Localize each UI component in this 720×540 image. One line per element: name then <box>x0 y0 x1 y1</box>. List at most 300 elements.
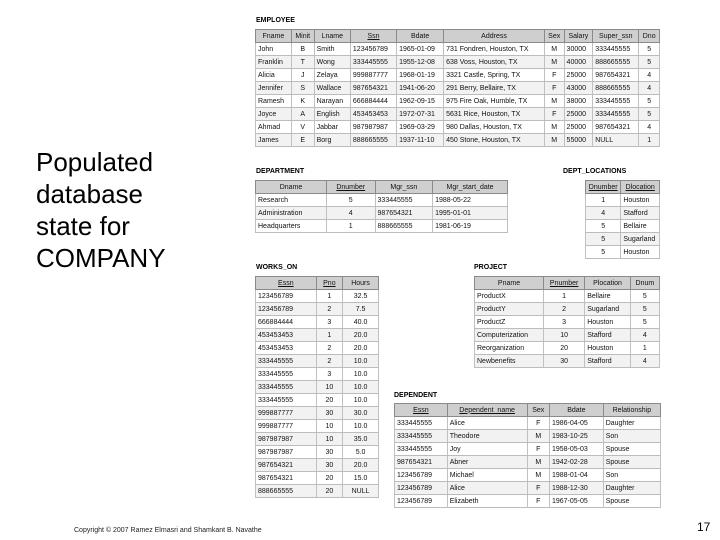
table-cell: 15.0 <box>343 472 379 485</box>
table-cell: Houston <box>585 316 631 329</box>
table-header-row <box>256 277 379 290</box>
table-cell: Ahmad <box>256 121 292 134</box>
table-cell: 1958-05-03 <box>549 443 603 456</box>
table-row <box>395 430 661 443</box>
table-cell: Headquarters <box>256 220 327 233</box>
table-row <box>256 220 508 233</box>
table-cell: Abner <box>447 456 527 469</box>
column-header: Dnumber <box>326 181 375 194</box>
table-cell: Alice <box>447 417 527 430</box>
table-cell: 7.5 <box>343 303 379 316</box>
table-cell: Bellaire <box>621 220 660 233</box>
table-cell: 2 <box>316 342 342 355</box>
table-cell: Stafford <box>585 355 631 368</box>
table-cell: 1937-11-10 <box>397 134 444 147</box>
table-row <box>395 482 661 495</box>
table-header-row <box>586 181 660 194</box>
table-cell: Jennifer <box>256 82 292 95</box>
table-row <box>395 456 661 469</box>
table-cell: Spouse <box>603 443 660 456</box>
table-cell: Michael <box>447 469 527 482</box>
table-cell: Joy <box>447 443 527 456</box>
table-cell: Administration <box>256 207 327 220</box>
table-cell: M <box>527 430 549 443</box>
slide-title-line: state for <box>36 211 130 241</box>
table-cell: 30 <box>316 407 342 420</box>
table-cell: 1986-04-05 <box>549 417 603 430</box>
table-cell: 1981-06-19 <box>433 220 508 233</box>
table-cell: 3 <box>316 368 342 381</box>
table-cell: M <box>544 56 564 69</box>
table-cell: S <box>291 82 314 95</box>
table-cell: 10 <box>316 420 342 433</box>
works-on-table <box>255 276 379 498</box>
column-header: Salary <box>564 30 593 43</box>
table-cell: Zelaya <box>314 69 350 82</box>
table-row <box>256 121 660 134</box>
table-row <box>395 417 661 430</box>
table-cell: 5 <box>639 95 660 108</box>
column-header: Essn <box>256 277 317 290</box>
table-cell: 987654321 <box>256 459 317 472</box>
table-cell: 20.0 <box>343 459 379 472</box>
table-cell: 55000 <box>564 134 593 147</box>
table-cell: F <box>527 482 549 495</box>
table-cell: 5 <box>326 194 375 207</box>
table-cell: 5.0 <box>343 446 379 459</box>
column-header: Super_ssn <box>593 30 639 43</box>
slide-title-line: COMPANY <box>36 243 166 273</box>
table-cell: Smith <box>314 43 350 56</box>
table-cell: F <box>544 82 564 95</box>
table-cell: 999887777 <box>256 420 317 433</box>
table-header-row <box>395 404 661 417</box>
table-cell: 1967-05-05 <box>549 495 603 508</box>
column-header: Mgr_start_date <box>433 181 508 194</box>
column-header: Dependent_name <box>447 404 527 417</box>
table-cell: 975 Fire Oak, Humble, TX <box>444 95 545 108</box>
table-cell: 333445555 <box>593 108 639 121</box>
table-cell: 20 <box>316 472 342 485</box>
table-cell: F <box>527 417 549 430</box>
table-cell: 987654321 <box>256 472 317 485</box>
table-cell: K <box>291 95 314 108</box>
table-cell: Houston <box>621 246 660 259</box>
table-row <box>256 368 379 381</box>
table-cell: Spouse <box>603 456 660 469</box>
table-row <box>256 381 379 394</box>
table-cell: 30 <box>316 446 342 459</box>
table-cell: 43000 <box>564 82 593 95</box>
table-cell: 32.5 <box>343 290 379 303</box>
column-header: Relationship <box>603 404 660 417</box>
table-cell: 999887777 <box>256 407 317 420</box>
table-cell: 888665555 <box>375 220 433 233</box>
table-cell: 123456789 <box>395 482 448 495</box>
table-cell: 1972-07-31 <box>397 108 444 121</box>
table-cell: 123456789 <box>350 43 396 56</box>
table-cell: Newbenefits <box>475 355 544 368</box>
table-cell: James <box>256 134 292 147</box>
table-cell: 450 Stone, Houston, TX <box>444 134 545 147</box>
table-cell: 5 <box>639 108 660 121</box>
table-cell: 333445555 <box>256 355 317 368</box>
table-cell: 333445555 <box>256 381 317 394</box>
table-cell: 20.0 <box>343 329 379 342</box>
table-row <box>475 342 660 355</box>
table-cell: F <box>544 69 564 82</box>
table-row <box>256 316 379 329</box>
table-cell: Alice <box>447 482 527 495</box>
table-cell: Sugarland <box>621 233 660 246</box>
table-cell: 35.0 <box>343 433 379 446</box>
table-row <box>256 134 660 147</box>
table-cell: ProductY <box>475 303 544 316</box>
table-cell: Spouse <box>603 495 660 508</box>
table-row <box>256 43 660 56</box>
table-cell: 2 <box>316 303 342 316</box>
table-cell: Houston <box>621 194 660 207</box>
table-cell: John <box>256 43 292 56</box>
column-header: Plocation <box>585 277 631 290</box>
table-cell: 1942-02-28 <box>549 456 603 469</box>
table-cell: 10.0 <box>343 394 379 407</box>
table-cell: Franklin <box>256 56 292 69</box>
table-cell: NULL <box>343 485 379 498</box>
table-cell: ProductX <box>475 290 544 303</box>
table-cell: English <box>314 108 350 121</box>
table-cell: Wong <box>314 56 350 69</box>
table-row <box>586 207 660 220</box>
table-row <box>256 459 379 472</box>
table-row <box>475 290 660 303</box>
table-cell: 333445555 <box>593 43 639 56</box>
table-row <box>586 233 660 246</box>
table-cell: 987654321 <box>350 82 396 95</box>
table-cell: 20 <box>316 485 342 498</box>
table-row <box>256 342 379 355</box>
table-cell: M <box>544 43 564 56</box>
table-cell: 10 <box>544 329 585 342</box>
table-cell: 20.0 <box>343 342 379 355</box>
table-cell: Daughter <box>603 482 660 495</box>
table-row <box>395 495 661 508</box>
table-cell: M <box>527 456 549 469</box>
column-header: Essn <box>395 404 448 417</box>
column-header: Ssn <box>350 30 396 43</box>
table-cell: 5 <box>630 316 659 329</box>
table-cell: 1968-01-19 <box>397 69 444 82</box>
table-cell: 4 <box>586 207 621 220</box>
table-cell: Borg <box>314 134 350 147</box>
table-cell: Wallace <box>314 82 350 95</box>
slide-title-line: Populated <box>36 147 154 177</box>
table-cell: 333445555 <box>350 56 396 69</box>
table-row <box>475 303 660 316</box>
table-cell: NULL <box>593 134 639 147</box>
table-cell: 1941-06-20 <box>397 82 444 95</box>
table-cell: 1962-09-15 <box>397 95 444 108</box>
table-row <box>256 108 660 121</box>
column-header: Minit <box>291 30 314 43</box>
column-header: Address <box>444 30 545 43</box>
table-cell: 453453453 <box>350 108 396 121</box>
table-cell: 333445555 <box>375 194 433 207</box>
column-header: Bdate <box>549 404 603 417</box>
table-cell: 123456789 <box>395 495 448 508</box>
table-cell: 10.0 <box>343 420 379 433</box>
table-cell: 123456789 <box>395 469 448 482</box>
column-header: Sex <box>527 404 549 417</box>
column-header: Sex <box>544 30 564 43</box>
table-cell: 5 <box>586 220 621 233</box>
table-cell: 888665555 <box>256 485 317 498</box>
table-cell: Son <box>603 430 660 443</box>
table-cell: 1988-05-22 <box>433 194 508 207</box>
table-cell: A <box>291 108 314 121</box>
table-cell: 25000 <box>564 69 593 82</box>
table-cell: 987987987 <box>256 446 317 459</box>
table-cell: 333445555 <box>395 443 448 456</box>
table-row <box>256 472 379 485</box>
table-cell: Daughter <box>603 417 660 430</box>
column-header: Pnumber <box>544 277 585 290</box>
table-row <box>395 469 661 482</box>
table-row <box>256 446 379 459</box>
table-cell: 453453453 <box>256 342 317 355</box>
table-cell: 40000 <box>564 56 593 69</box>
table-row <box>256 56 660 69</box>
table-cell: 1988-12-30 <box>549 482 603 495</box>
table-cell: 333445555 <box>395 430 448 443</box>
table-cell: 1995-01-01 <box>433 207 508 220</box>
table-cell: 987987987 <box>350 121 396 134</box>
table-header-row <box>256 30 660 43</box>
table-cell: Narayan <box>314 95 350 108</box>
column-header: Hours <box>343 277 379 290</box>
column-header: Dname <box>256 181 327 194</box>
table-cell: 123456789 <box>256 290 317 303</box>
table-cell: 1969-03-29 <box>397 121 444 134</box>
table-cell: 666884444 <box>256 316 317 329</box>
table-row <box>256 329 379 342</box>
table-row <box>256 433 379 446</box>
employee-table <box>255 29 660 147</box>
table-cell: J <box>291 69 314 82</box>
table-cell: 10 <box>316 433 342 446</box>
table-cell: B <box>291 43 314 56</box>
table-cell: 333445555 <box>256 368 317 381</box>
table-cell: 1965-01-09 <box>397 43 444 56</box>
employee-label: EMPLOYEE <box>256 17 295 24</box>
table-row <box>256 485 379 498</box>
table-cell: 1 <box>639 134 660 147</box>
table-row <box>475 329 660 342</box>
table-cell: 38000 <box>564 95 593 108</box>
column-header: Dnumber <box>586 181 621 194</box>
table-cell: 5 <box>639 56 660 69</box>
table-cell: Research <box>256 194 327 207</box>
column-header: Pno <box>316 277 342 290</box>
dept-locations-label: DEPT_LOCATIONS <box>563 168 627 175</box>
table-cell: 888665555 <box>593 56 639 69</box>
table-cell: 333445555 <box>593 95 639 108</box>
table-row <box>256 207 508 220</box>
table-cell: 987654321 <box>375 207 433 220</box>
table-row <box>256 95 660 108</box>
table-row <box>586 194 660 207</box>
table-cell: 291 Berry, Bellaire, TX <box>444 82 545 95</box>
table-cell: Bellaire <box>585 290 631 303</box>
table-row <box>475 316 660 329</box>
table-cell: 25000 <box>564 121 593 134</box>
table-cell: Son <box>603 469 660 482</box>
table-cell: Reorganization <box>475 342 544 355</box>
table-cell: 333445555 <box>395 417 448 430</box>
table-cell: 1 <box>586 194 621 207</box>
table-row <box>586 246 660 259</box>
dept-locations-table <box>585 180 660 259</box>
table-cell: 453453453 <box>256 329 317 342</box>
table-cell: M <box>544 121 564 134</box>
table-cell: 10 <box>316 381 342 394</box>
table-row <box>256 407 379 420</box>
page-number: 17 <box>697 520 711 534</box>
table-cell: 4 <box>326 207 375 220</box>
table-cell: 25000 <box>564 108 593 121</box>
table-cell: 3 <box>544 316 585 329</box>
table-cell: 20 <box>316 394 342 407</box>
table-cell: 1 <box>316 290 342 303</box>
table-cell: 1 <box>316 329 342 342</box>
table-cell: 888665555 <box>593 82 639 95</box>
table-row <box>256 394 379 407</box>
table-cell: T <box>291 56 314 69</box>
table-cell: Ramesh <box>256 95 292 108</box>
table-row <box>256 355 379 368</box>
column-header: Dlocation <box>621 181 660 194</box>
table-header-row <box>256 181 508 194</box>
table-cell: Stafford <box>621 207 660 220</box>
table-cell: Jabbar <box>314 121 350 134</box>
table-cell: M <box>544 95 564 108</box>
table-cell: Theodore <box>447 430 527 443</box>
copyright-notice: Copyright © 2007 Ramez Elmasri and Shamkant B. Navathe <box>74 527 262 534</box>
dependent-table <box>394 403 661 508</box>
table-cell: 30.0 <box>343 407 379 420</box>
department-table <box>255 180 508 233</box>
table-row <box>256 82 660 95</box>
table-cell: 999887777 <box>350 69 396 82</box>
table-cell: 10.0 <box>343 355 379 368</box>
table-row <box>256 290 379 303</box>
table-cell: 4 <box>639 69 660 82</box>
table-cell: 333445555 <box>256 394 317 407</box>
table-cell: 3 <box>316 316 342 329</box>
slide-title-line: database <box>36 179 143 209</box>
table-cell: M <box>544 134 564 147</box>
table-cell: F <box>527 495 549 508</box>
project-table <box>474 276 660 368</box>
column-header: Dno <box>639 30 660 43</box>
table-cell: 5 <box>586 246 621 259</box>
table-row <box>256 303 379 316</box>
table-cell: 2 <box>316 355 342 368</box>
column-header: Bdate <box>397 30 444 43</box>
column-header: Mgr_ssn <box>375 181 433 194</box>
table-cell: 10.0 <box>343 381 379 394</box>
table-cell: 4 <box>639 121 660 134</box>
table-cell: Joyce <box>256 108 292 121</box>
table-cell: 731 Fondren, Houston, TX <box>444 43 545 56</box>
table-cell: 666884444 <box>350 95 396 108</box>
table-cell: 1 <box>326 220 375 233</box>
table-cell: Sugarland <box>585 303 631 316</box>
table-cell: 5 <box>630 303 659 316</box>
table-cell: V <box>291 121 314 134</box>
table-cell: F <box>527 443 549 456</box>
table-cell: 123456789 <box>256 303 317 316</box>
table-cell: ProductZ <box>475 316 544 329</box>
table-cell: Computerization <box>475 329 544 342</box>
table-row <box>256 69 660 82</box>
table-row <box>256 194 508 207</box>
table-cell: Houston <box>585 342 631 355</box>
table-header-row <box>475 277 660 290</box>
table-cell: E <box>291 134 314 147</box>
table-cell: 10.0 <box>343 368 379 381</box>
table-row <box>586 220 660 233</box>
slide-title <box>36 146 166 274</box>
table-cell: Stafford <box>585 329 631 342</box>
column-header: Dnum <box>630 277 659 290</box>
table-cell: 888665555 <box>350 134 396 147</box>
table-cell: 638 Voss, Houston, TX <box>444 56 545 69</box>
table-cell: 1 <box>544 290 585 303</box>
department-label: DEPARTMENT <box>256 168 305 175</box>
table-cell: 1 <box>630 342 659 355</box>
table-cell: 5 <box>630 290 659 303</box>
table-cell: 30000 <box>564 43 593 56</box>
table-cell: 5631 Rice, Houston, TX <box>444 108 545 121</box>
column-header: Pname <box>475 277 544 290</box>
table-cell: 3321 Castle, Spring, TX <box>444 69 545 82</box>
table-cell: 2 <box>544 303 585 316</box>
table-cell: 4 <box>630 329 659 342</box>
column-header: Fname <box>256 30 292 43</box>
table-cell: 987654321 <box>593 121 639 134</box>
table-cell: 5 <box>639 43 660 56</box>
table-cell: 4 <box>630 355 659 368</box>
table-cell: Elizabeth <box>447 495 527 508</box>
table-cell: F <box>544 108 564 121</box>
works-on-label: WORKS_ON <box>256 264 298 271</box>
table-cell: 5 <box>586 233 621 246</box>
table-cell: M <box>527 469 549 482</box>
table-cell: 40.0 <box>343 316 379 329</box>
column-header: Lname <box>314 30 350 43</box>
table-cell: 1955-12-08 <box>397 56 444 69</box>
table-cell: 4 <box>639 82 660 95</box>
table-cell: 987987987 <box>256 433 317 446</box>
table-cell: 20 <box>544 342 585 355</box>
table-row <box>256 420 379 433</box>
table-cell: 987654321 <box>593 69 639 82</box>
table-row <box>475 355 660 368</box>
dependent-label: DEPENDENT <box>394 392 438 399</box>
table-row <box>395 443 661 456</box>
table-cell: Alicia <box>256 69 292 82</box>
